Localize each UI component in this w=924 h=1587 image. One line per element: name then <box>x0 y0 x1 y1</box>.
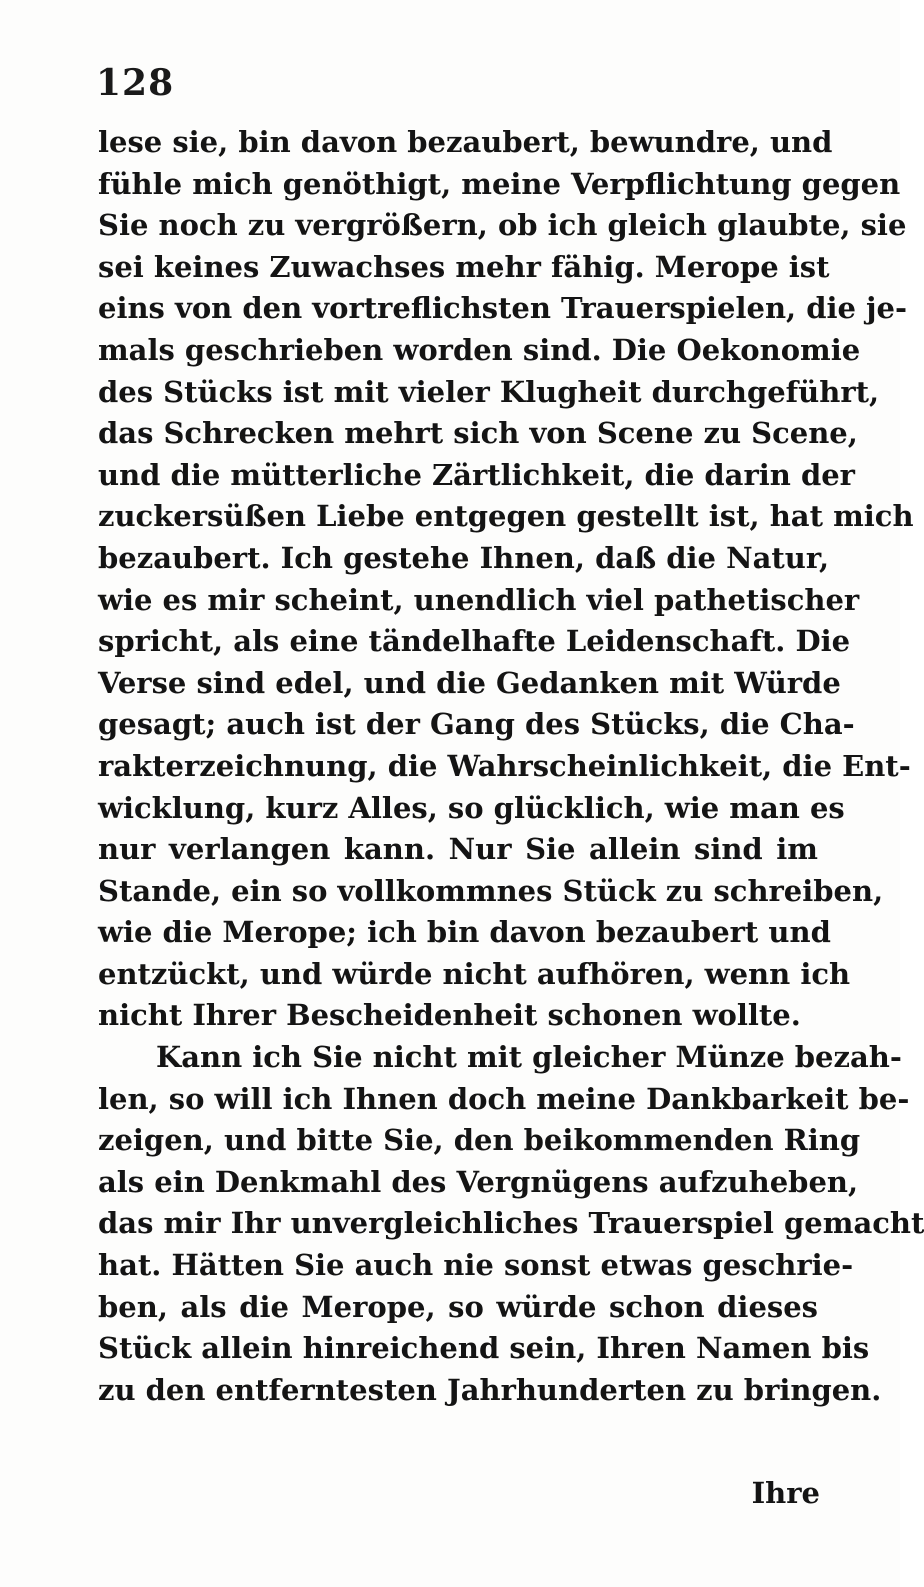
paragraph-end-line: nicht Ihrer Bescheidenheit schonen wollte. <box>98 998 801 1033</box>
body-text <box>98 122 924 1411</box>
text-line: wie es mir scheint, unendlich viel pathetischer <box>98 582 860 617</box>
text-line: Stück allein hinreichend sein, Ihren Namen bis <box>98 1331 870 1366</box>
text-line: zuckersüßen Liebe entgegen gestellt ist, hat mich <box>98 499 914 534</box>
text-line: ben, als die Merope, so würde schon dieses <box>98 1289 818 1324</box>
text-line: nur verlangen kann. Nur Sie allein sind im <box>98 832 818 867</box>
text-line: bezaubert. Ich gestehe Ihnen, daß die Natur, <box>98 540 830 575</box>
page-number: 128 <box>96 62 175 104</box>
text-line: entzückt, und würde nicht aufhören, wenn ich <box>98 956 851 991</box>
text-line: zeigen, und bitte Sie, den beikommenden Ring <box>98 1123 861 1158</box>
catchword: Ihre <box>751 1476 820 1510</box>
text-line: zu den entferntesten Jahrhunderten zu bringen. <box>98 1372 882 1407</box>
text-line: lese sie, bin davon bezaubert, bewundre, und <box>98 125 833 159</box>
text-line: hat. Hätten Sie auch nie sonst etwas geschrie- <box>98 1248 854 1283</box>
text-line: Verse sind edel, und die Gedanken mit Würde <box>98 665 841 700</box>
text-line: rakterzeichnung, die Wahrscheinlichkeit, die Ent- <box>98 748 911 783</box>
text-line: wicklung, kurz Alles, so glücklich, wie man es <box>98 790 845 825</box>
text-line: das mir Ihr unvergleichliches Trauerspiel gemacht <box>98 1206 924 1241</box>
paragraph-start-line: Kann ich Sie nicht mit gleicher Münze bezah- <box>156 1040 902 1075</box>
text-line: mals geschrieben worden sind. Die Oekonomie <box>98 332 861 367</box>
text-line: des Stücks ist mit vieler Klugheit durchgeführt, <box>98 374 880 409</box>
text-line: fühle mich genöthigt, meine Verpflichtung gegen <box>98 166 901 201</box>
text-line: Stande, ein so vollkommnes Stück zu schreiben, <box>98 873 884 908</box>
text-line: gesagt; auch ist der Gang des Stücks, die Cha- <box>98 707 855 742</box>
text-line: als ein Denkmahl des Vergnügens aufzuheben, <box>98 1164 859 1199</box>
text-line: sei keines Zuwachses mehr fähig. Merope ist <box>98 249 830 284</box>
text-line: spricht, als eine tändelhafte Leidenschaft. Die <box>98 624 851 659</box>
text-line: wie die Merope; ich bin davon bezaubert und <box>98 915 831 950</box>
text-line: len, so will ich Ihnen doch meine Dankbarkeit be- <box>98 1081 910 1116</box>
text-line: und die mütterliche Zärtlichkeit, die darin der <box>98 457 855 492</box>
text-line: das Schrecken mehrt sich von Scene zu Scene, <box>98 416 858 451</box>
text-line: Sie noch zu vergrößern, ob ich gleich glaubte, sie <box>98 208 907 243</box>
text-line: eins von den vortreflichsten Trauerspielen, die je- <box>98 291 908 326</box>
